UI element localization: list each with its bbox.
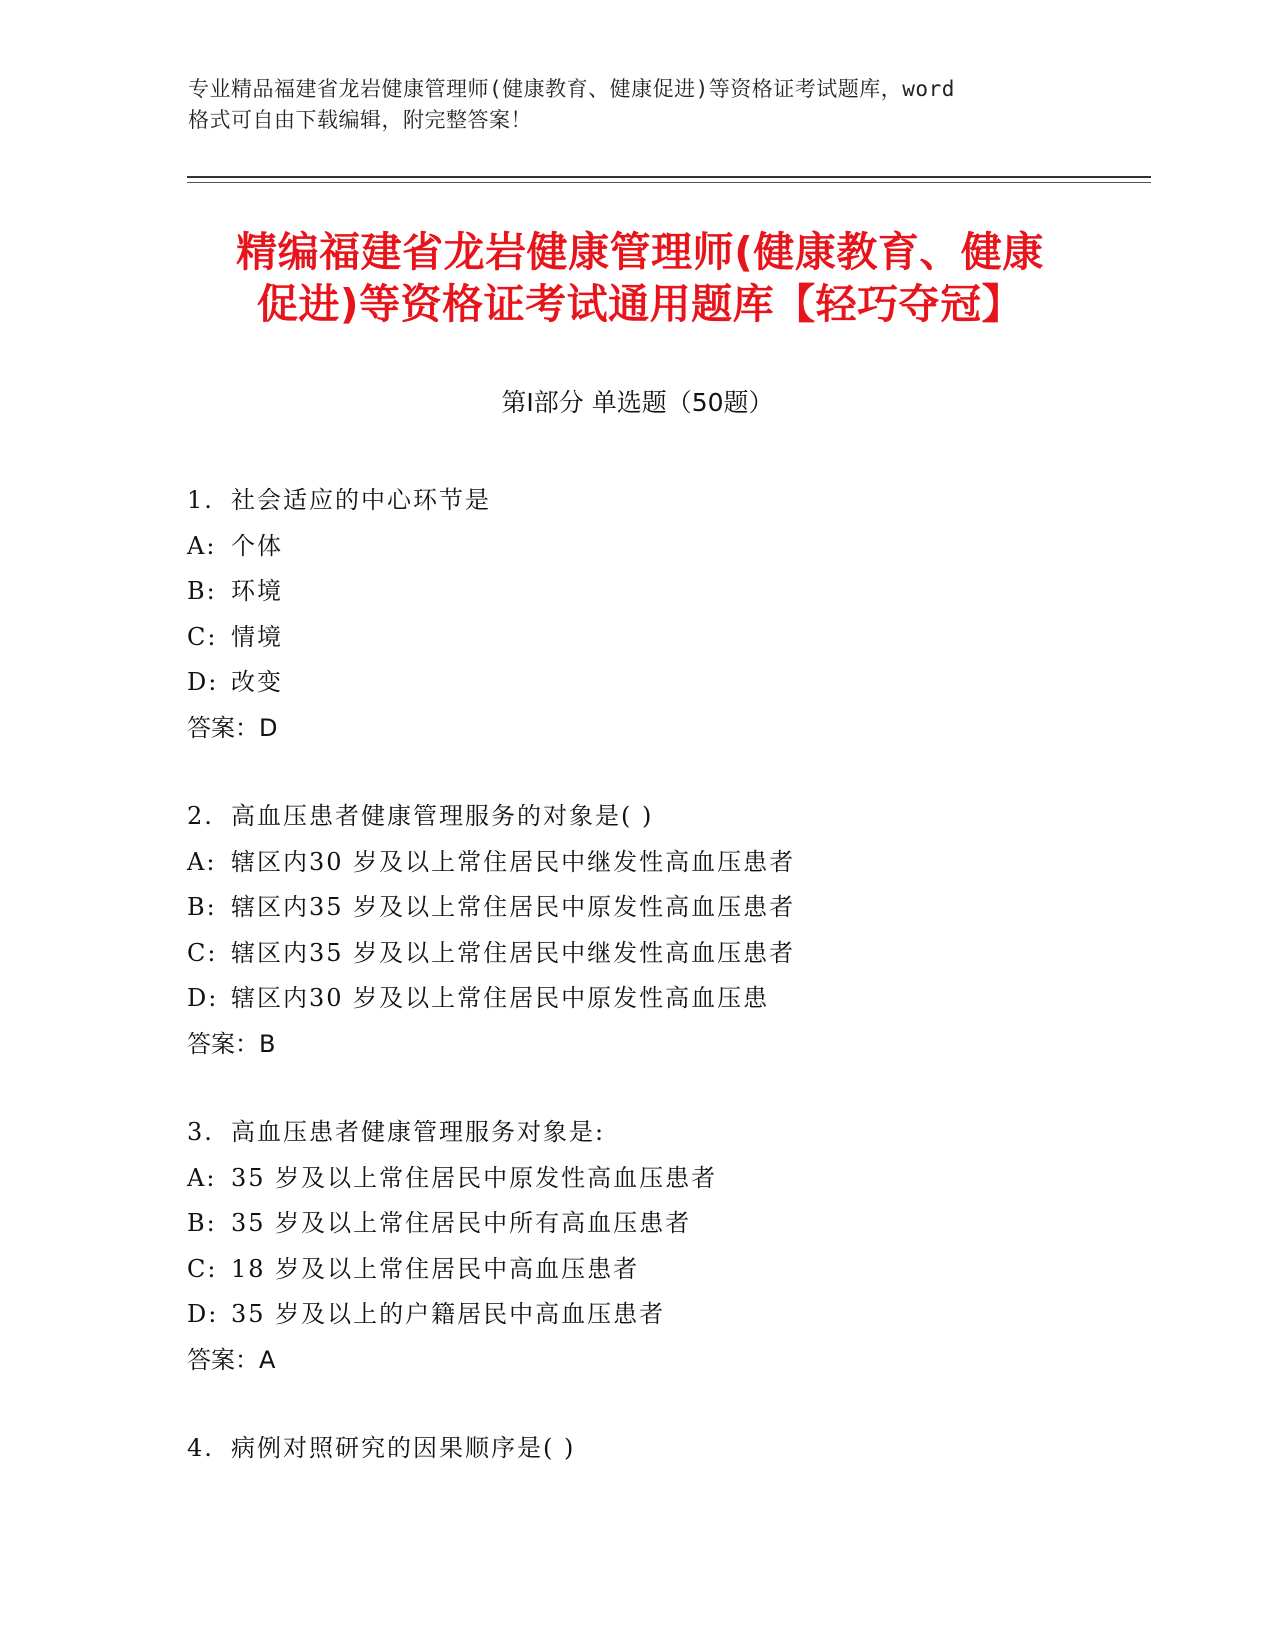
option-letter: D: bbox=[187, 984, 219, 1012]
question-text: 病例对照研究的因果顺序是( ) bbox=[231, 1434, 576, 1462]
option-letter: C: bbox=[187, 622, 218, 651]
answer-label: 答案：B bbox=[187, 1029, 276, 1058]
question-text: 社会适应的中心环节是 bbox=[231, 486, 491, 514]
document-title-line-1: 精编福建省龙岩健康管理师(健康教育、健康 bbox=[236, 228, 1044, 276]
question-stem bbox=[187, 478, 1147, 524]
option-d bbox=[187, 660, 1147, 706]
option-letter: C: bbox=[187, 938, 218, 967]
option-b bbox=[187, 569, 1147, 615]
option-c bbox=[187, 931, 1147, 977]
option-text: 环境 bbox=[231, 577, 283, 605]
option-text: 35 岁及以上的户籍居民中高血压患者 bbox=[231, 1300, 666, 1328]
question-3 bbox=[187, 1110, 1147, 1383]
header-note-line-2: 格式可自由下载编辑，附完整答案！ bbox=[188, 108, 532, 132]
option-d bbox=[187, 976, 1147, 1022]
option-letter: B: bbox=[187, 893, 217, 921]
option-text: 35 岁及以上常住居民中原发性高血压患者 bbox=[231, 1163, 718, 1192]
question-number: 3. bbox=[187, 1118, 214, 1146]
section-title: 第Ⅰ部分 单选题（50题） bbox=[501, 388, 774, 417]
option-c bbox=[187, 615, 1147, 661]
option-text: 辖区内35 岁及以上常住居民中原发性高血压患者 bbox=[231, 893, 796, 921]
option-letter: A: bbox=[187, 847, 217, 876]
option-b bbox=[187, 1201, 1147, 1247]
option-d bbox=[187, 1292, 1147, 1338]
question-4 bbox=[187, 1426, 1147, 1472]
question-1 bbox=[187, 478, 1147, 751]
option-a bbox=[187, 524, 1147, 570]
option-a bbox=[187, 1156, 1147, 1202]
option-letter: D: bbox=[187, 1300, 219, 1328]
option-c bbox=[187, 1247, 1147, 1293]
question-stem bbox=[187, 1110, 1147, 1156]
option-text: 情境 bbox=[231, 622, 283, 651]
header-note-line-1: 专业精品福建省龙岩健康管理师(健康教育、健康促进)等资格证考试题库，word bbox=[188, 77, 955, 101]
option-letter: D: bbox=[187, 668, 219, 696]
option-letter: B: bbox=[187, 577, 217, 605]
option-letter: A: bbox=[187, 1163, 217, 1192]
question-text: 高血压患者健康管理服务对象是: bbox=[231, 1118, 606, 1146]
option-text: 改变 bbox=[231, 668, 283, 696]
question-text: 高血压患者健康管理服务的对象是( ) bbox=[231, 802, 654, 830]
answer-label: 答案：D bbox=[187, 713, 278, 742]
option-a bbox=[187, 840, 1147, 886]
question-2 bbox=[187, 794, 1147, 1067]
option-text: 辖区内35 岁及以上常住居民中继发性高血压患者 bbox=[231, 938, 796, 967]
option-text: 35 岁及以上常住居民中所有高血压患者 bbox=[231, 1209, 692, 1237]
header-divider-thin bbox=[187, 182, 1151, 183]
question-number: 1. bbox=[187, 486, 214, 514]
question-list bbox=[187, 478, 1147, 1515]
question-number: 4. bbox=[187, 1434, 214, 1462]
option-text: 辖区内30 岁及以上常住居民中继发性高血压患者 bbox=[231, 847, 796, 876]
header-divider-thick bbox=[187, 176, 1151, 178]
option-text: 个体 bbox=[231, 531, 283, 560]
option-letter: B: bbox=[187, 1209, 217, 1237]
question-stem bbox=[187, 794, 1147, 840]
option-letter: A: bbox=[187, 531, 217, 560]
option-b bbox=[187, 885, 1147, 931]
answer-label: 答案：A bbox=[187, 1345, 276, 1374]
header-note bbox=[188, 74, 1068, 136]
question-stem bbox=[187, 1426, 1147, 1472]
option-text: 辖区内30 岁及以上常住居民中原发性高血压患 bbox=[231, 984, 770, 1012]
document-title-line-2: 促进)等资格证考试通用题库【轻巧夺冠】 bbox=[256, 280, 1024, 328]
option-text: 18 岁及以上常住居民中高血压患者 bbox=[231, 1254, 640, 1283]
document-title bbox=[190, 226, 1090, 330]
option-letter: C: bbox=[187, 1254, 218, 1283]
question-number: 2. bbox=[187, 802, 214, 830]
